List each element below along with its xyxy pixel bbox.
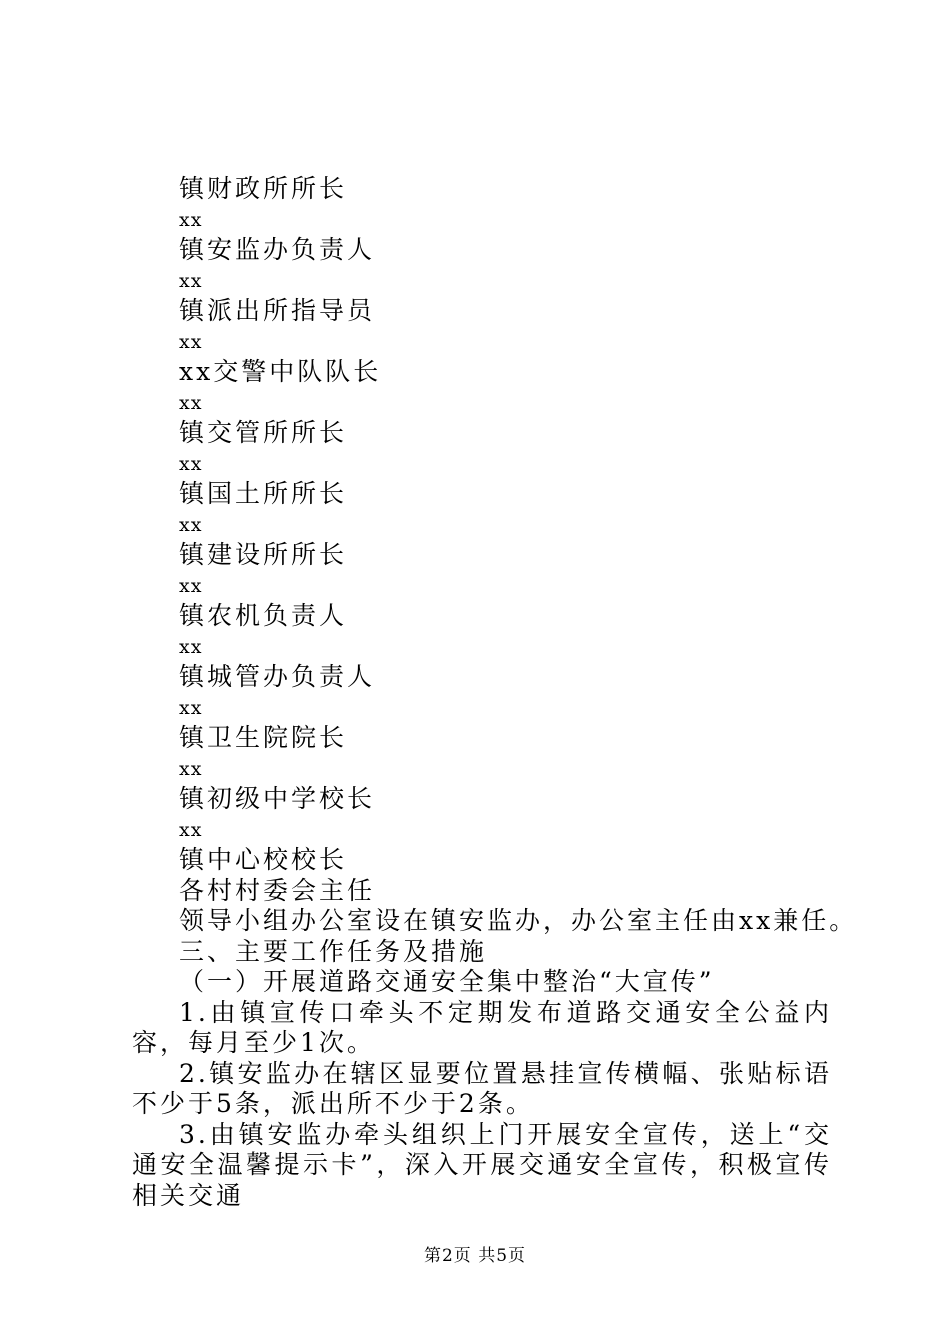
text-line: 镇建设所所长 <box>179 540 348 569</box>
text-line: 镇国土所所长 <box>179 479 348 508</box>
text-line: 各村村委会主任 <box>179 875 376 905</box>
text-line: xx <box>179 269 203 292</box>
paragraph: 2.镇安监办在辖区显要位置悬挂宣传横幅、张贴标语不少于5条，派出所不少于2条。 <box>132 1058 832 1118</box>
text-line: 领导小组办公室设在镇安监办，办公室主任由xx兼任。 <box>179 906 858 935</box>
text-line: xx <box>179 757 203 780</box>
text-line: 镇交管所所长 <box>179 418 348 447</box>
text-line: xx <box>179 818 203 841</box>
text-line: xx <box>179 208 203 231</box>
text-line: 镇派出所指导员 <box>179 296 376 325</box>
paragraph: 3.由镇安监办牵头组织上门开展安全宣传，送上“交通安全温馨提示卡”，深入开展交通安全宣传，积极宣传相关交通 <box>132 1119 832 1210</box>
section-heading: 三、主要工作任务及措施 <box>179 936 488 966</box>
text-line: xx <box>179 574 203 597</box>
text-line: xx交警中队队长 <box>179 357 382 386</box>
document-body <box>132 174 858 1211</box>
text-line: xx <box>179 391 203 414</box>
text-line: 镇财政所所长 <box>179 174 348 203</box>
page-footer: 第2页 共5页 <box>423 1246 527 1266</box>
subsection-heading: （一）开展道路交通安全集中整治“大宣传” <box>179 967 715 996</box>
text-line: 镇卫生院院长 <box>179 723 348 752</box>
paragraph: 1.由镇宣传口牵头不定期发布道路交通安全公益内容，每月至少1次。 <box>132 997 832 1057</box>
text-line: 镇农机负责人 <box>179 601 348 630</box>
text-line: 镇安监办负责人 <box>179 235 376 264</box>
text-line: 镇城管办负责人 <box>179 662 376 691</box>
text-line: xx <box>179 452 203 475</box>
text-line: xx <box>179 635 203 658</box>
text-line: xx <box>179 513 203 536</box>
text-line: 镇初级中学校长 <box>179 784 376 813</box>
text-line: xx <box>179 696 203 719</box>
text-line: xx <box>179 330 203 353</box>
text-line: 镇中心校校长 <box>179 845 348 874</box>
